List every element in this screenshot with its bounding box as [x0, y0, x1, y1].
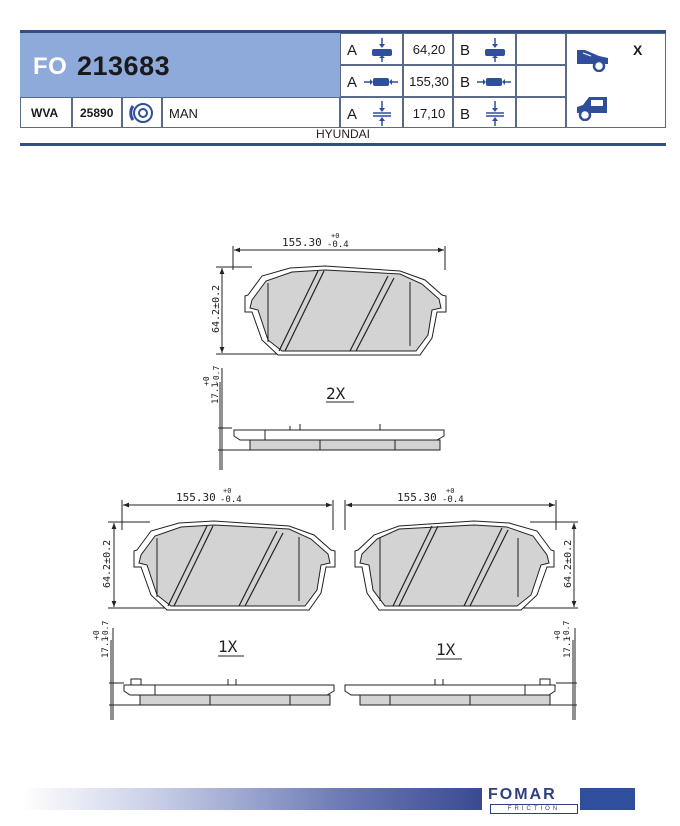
right-height-dim: 64.2±0.2 [563, 539, 574, 588]
dim-b-height-cell [453, 33, 516, 65]
top-thick-tol: +0 [202, 376, 211, 386]
dim-a3-cell [403, 97, 453, 128]
left-thick-dim: 17.1 [101, 636, 111, 658]
right-width-dim: 155.30 [397, 491, 437, 504]
top-pad-group [216, 246, 446, 355]
dim-b3-cell [516, 97, 566, 128]
wva-label-cell [20, 97, 72, 128]
product-code: 213683 [77, 51, 171, 81]
footer-gradient-bar [22, 788, 482, 810]
wva-label: WVA [31, 106, 59, 120]
qty-top: 2X [326, 384, 346, 403]
left-pad-group [108, 500, 335, 610]
right-pad-friction [360, 525, 549, 606]
left-pad-friction [139, 525, 330, 606]
car-rear-icon [575, 91, 611, 121]
dim-a2-value: 155,30 [409, 74, 449, 89]
top-pad-friction [250, 270, 441, 351]
top-thick-dim: 17.1 [211, 382, 221, 404]
dim-a3-value: 17,10 [412, 106, 446, 121]
thickness-arrow-icon [367, 100, 397, 127]
right-thick-tol-minus: -0.7 [562, 620, 571, 640]
disc-brake-icon [123, 98, 163, 129]
left-thick-tol: +0 [92, 630, 101, 640]
left-pad-side [109, 628, 334, 720]
dim-b2-cell [516, 65, 566, 97]
top-height-dim: 64.2±0.2 [211, 284, 222, 333]
front-axle-mark: X [633, 42, 643, 58]
dim-b-width-cell [453, 65, 516, 97]
brand-logo-text: FOMAR [488, 786, 557, 803]
rear-axle-cell [566, 97, 666, 128]
top-pad-backplate [245, 266, 446, 355]
right-pad-backplate [355, 521, 554, 610]
left-thick-tol-minus: -0.7 [101, 620, 110, 640]
header-bottom-rule [20, 143, 666, 146]
dim-a-letter: A [347, 42, 358, 59]
dim-a-width-cell [340, 65, 403, 97]
dim-a-height-cell [340, 33, 403, 65]
dim-b-letter: B [460, 42, 471, 59]
qty-right: 1X [436, 640, 456, 659]
qty-left: 1X [218, 637, 238, 656]
height-arrow-icon [367, 37, 397, 63]
top-thick-tol-minus: -0.7 [212, 365, 221, 385]
top-width-dim: 155.30 [282, 236, 322, 249]
right-width-tol-plus: +0 [446, 487, 455, 495]
wva-value-cell [72, 97, 122, 128]
dim-a1-cell [403, 33, 453, 65]
maker-cell [162, 97, 340, 128]
width-arrow-icon [476, 69, 512, 95]
title-prefix: FO [33, 53, 68, 80]
vehicle-brand: HYUNDAI [315, 127, 370, 141]
left-width-tol-minus: -0.4 [220, 495, 242, 505]
dim-a1-value: 64,20 [412, 42, 446, 57]
right-pad-group [345, 500, 578, 610]
dim-a-letter: A [347, 106, 358, 123]
right-width-tol-minus: -0.4 [442, 495, 464, 505]
right-thick-dim: 17.1 [563, 636, 573, 658]
top-width-tol-minus: -0.4 [327, 240, 349, 250]
left-pad-backplate [134, 521, 335, 610]
car-front-icon [575, 42, 611, 72]
left-height-dim: 64.2±0.2 [102, 539, 113, 588]
wva-value: 25890 [80, 106, 114, 120]
height-arrow-icon [480, 37, 510, 63]
dim-b-letter: B [460, 74, 471, 91]
top-pad-side [218, 368, 444, 470]
maker-name: MAN [169, 106, 198, 121]
dim-b-letter: B [460, 106, 471, 123]
brand-logo-block [580, 788, 635, 810]
dim-b1-cell [516, 33, 566, 65]
product-title-cell [20, 33, 340, 97]
front-axle-cell [566, 33, 666, 97]
product-header [20, 30, 666, 148]
left-width-dim: 155.30 [176, 491, 216, 504]
brand-logo-subtext: FRICTION [490, 804, 578, 814]
thickness-arrow-icon [480, 100, 510, 127]
right-pad-side [345, 628, 577, 720]
dim-b-thick-cell [453, 97, 516, 128]
left-width-tol-plus: +0 [223, 487, 232, 495]
disc-brake-cell [122, 97, 162, 128]
dim-a-letter: A [347, 74, 358, 91]
right-thick-tol: +0 [553, 630, 562, 640]
dim-a-thick-cell [340, 97, 403, 128]
width-arrow-icon [363, 69, 399, 95]
dim-a2-cell [403, 65, 453, 97]
top-width-tol-plus: +0 [331, 232, 340, 240]
